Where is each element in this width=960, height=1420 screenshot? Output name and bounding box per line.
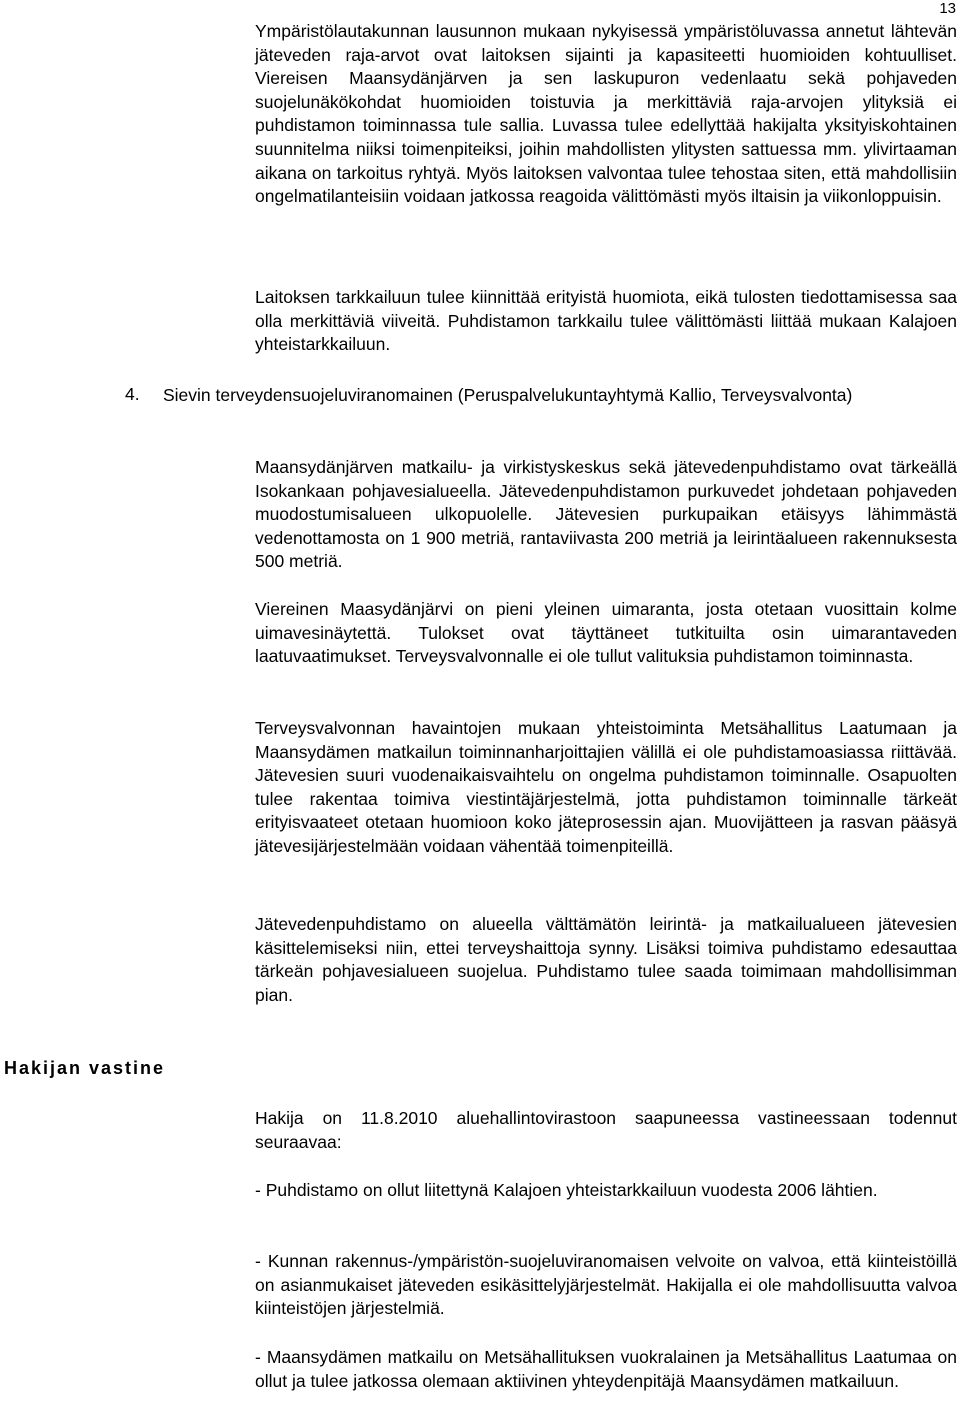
list-item: - Kunnan rakennus-/ympäristön-suojeluviranomaisen velvoite on valvoa, että kiinteistöillä on asianmukaiset jäteveden esikäsittelyjärjestelmät. Hakijalla ei ole mahdollisuutta valvoa kiinteistöjen järjestelmiä. <box>255 1251 957 1319</box>
paragraph: Terveysvalvonnan havaintojen mukaan yhteistoiminta Metsähallitus Laatumaan ja Maansydämen matkailun toiminnanharjoittajien välillä ei ole puhdistamoasiassa riittävää. Jätevesien suuri vuodenaikaisvaihtelu on ongelma puhdistamon toiminnalle. Osapuolten tulee rakentaa toimiva viestintäjärjestelmä, jotta puhdistamon toiminnalle tärkeät erityisvaateet otetaan huomioon koko jäteprosessin ajan. Muovijätteen ja rasvan pääsyä jätevesijärjestelmään voidaan vähentää toimenpiteillä. <box>255 718 957 856</box>
list-item: - Puhdistamo on ollut liitettynä Kalajoen yhteistarkkailuun vuodesta 2006 lähtien. <box>255 1180 878 1200</box>
paragraph: Laitoksen tarkkailuun tulee kiinnittää erityistä huomiota, eikä tulosten tiedottamisessa saa olla merkittäviä viiveitä. Puhdistamon tarkkailu tulee välittömästi liittää mukaan Kalajoen yhteistarkkailuun. <box>255 287 957 355</box>
paragraph: Viereinen Maasydänjärvi on pieni yleinen uimaranta, josta otetaan vuosittain kolme uimavesinäytettä. Tulokset ovat täyttäneet tutkituilta osin uimarantaveden laatuvaatimukset. Terveysvalvonnalle ei ole tullut valituksia puhdistamon toiminnasta. <box>255 599 957 667</box>
item-number: 4. <box>125 384 140 404</box>
section-heading: Hakijan vastine <box>4 1058 166 1078</box>
paragraph: Jätevedenpuhdistamo on alueella välttämätön leirintä- ja matkailualueen jätevesien käsittelemiseksi niin, ettei terveyshaittoja synny. Lisäksi toimiva puhdistamo edesauttaa tärkeän pohjavesialueen suojelua. Puhdistamo tulee saada toimimaan mahdollisimman pian. <box>255 914 957 1005</box>
list-item: - Maansydämen matkailu on Metsähallituksen vuokralainen ja Metsähallitus Laatumaa on ollut ja tulee jatkossa olemaan aktiivinen yhteydenpitäjä Maansydämen matkailuun. <box>255 1347 957 1391</box>
item-title: Sievin terveydensuojeluviranomainen (Peruspalvelukuntayhtymä Kallio, Terveysvalvonta) <box>163 385 853 405</box>
paragraph: Ympäristölautakunnan lausunnon mukaan nykyisessä ympäristöluvassa annetut lähtevän jäteveden raja-arvot ovat laitoksen sijainti ja kapasiteetti huomioiden kohtuulliset. Viereisen Maansydänjärven ja sen laskupuron vedenlaatu sekä pohjaveden suojelunäkökohdat huomioiden toistuvia ja merkittäviä raja-arvojen ylityksiä ei puhdistamon toiminnassa tule sallia. Luvassa tulee edellyttää hakijalta yksityiskohtainen suunnitelma niiksi toimenpiteiksi, joihin mahdollisten ylitysten sattuessa mm. ylivirtaaman aikana on tarkoitus ryhtyä. Myös laitoksen valvontaa tulee tehostaa siten, että mahdollisiin ongelmatilanteisiin voidaan jatkossa reagoida välittömästi myös iltaisin ja viikonloppuisin. <box>255 21 957 207</box>
paragraph: Hakija on 11.8.2010 aluehallintovirastoon saapuneessa vastineessaan todennut seuraavaa: <box>255 1108 957 1152</box>
page-number: 13 <box>939 0 956 17</box>
paragraph: Maansydänjärven matkailu- ja virkistyskeskus sekä jätevedenpuhdistamo ovat tärkeällä Isokankaan pohjavesialueella. Jätevedenpuhdistamon purkuvedet johdetaan pohjaveden muodostumisalueen ulkopuolelle. Jätevesien purkupaikan etäisyys lähimmästä vedenottamosta on 1 900 metriä, rantaviivasta 200 metriä ja leirintäalueen rakennuksesta 500 metriä. <box>255 457 957 572</box>
